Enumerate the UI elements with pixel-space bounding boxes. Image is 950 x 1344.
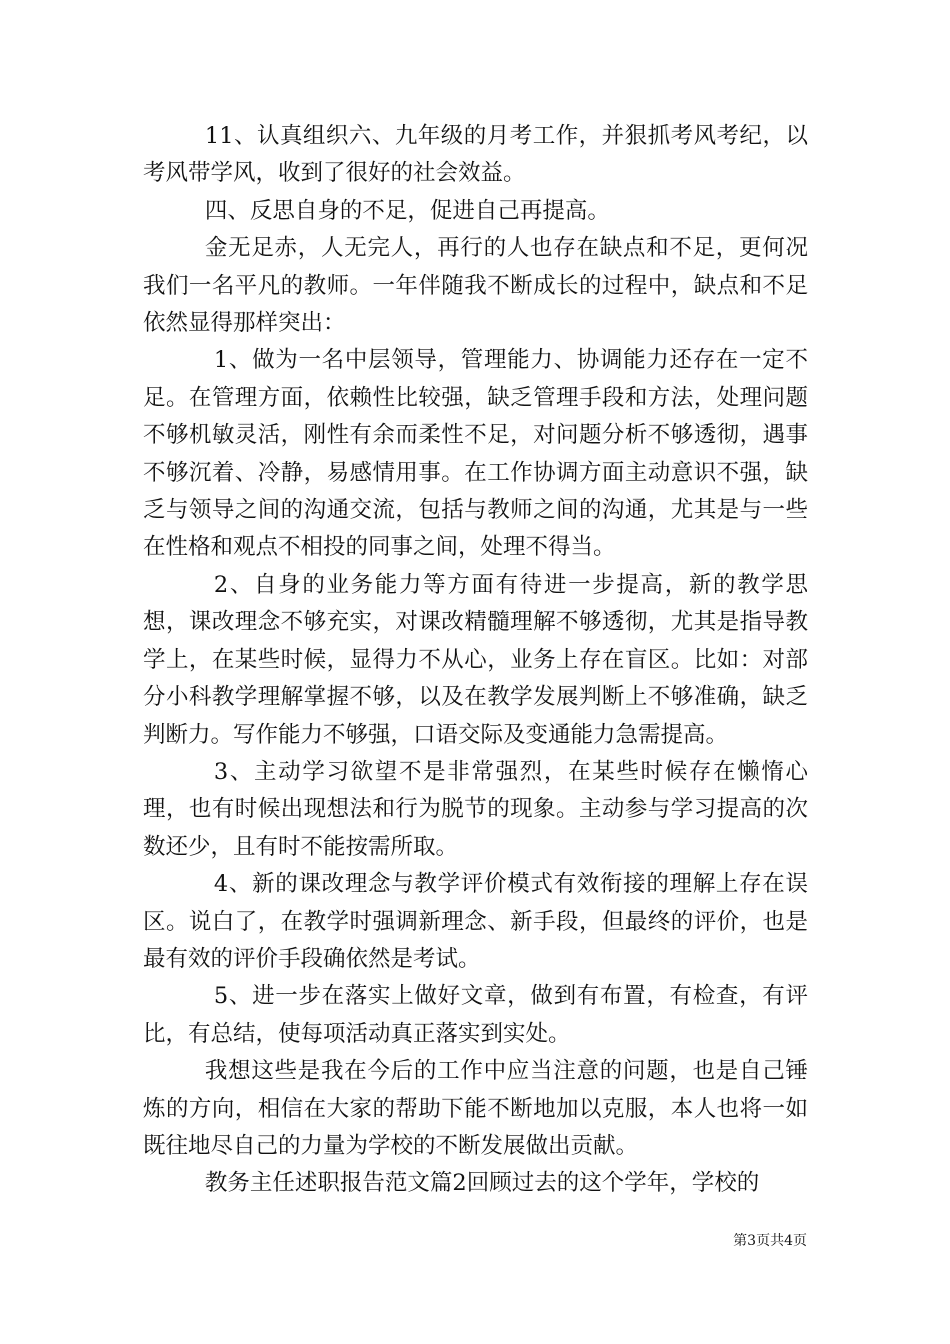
paragraph-point-5: 5、进一步在落实上做好文章，做到有布置，有检查，有评比，有总结，使每项活动真正落实到实处。	[143, 983, 808, 1047]
paragraph-intro: 金无足赤，人无完人，再行的人也存在缺点和不足，更何况我们一名平凡的教师。一年伴随我不断成长的过程中，缺点和不足依然显得那样突出：	[143, 235, 808, 337]
paragraph-item-11: 11、认真组织六、九年级的月考工作，并狠抓考风考纪，以考风带学风，收到了很好的社会效益。	[143, 123, 808, 187]
paragraph-conclusion: 我想这些是我在今后的工作中应当注意的问题，也是自己锤炼的方向，相信在大家的帮助下能不断地加以克服，本人也将一如既往地尽自己的力量为学校的不断发展做出贡献。	[143, 1058, 808, 1159]
paragraph-point-2: 2、自身的业务能力等方面有待进一步提高，新的教学思想，课改理念不够充实，对课改精髓理解不够透彻，尤其是指导教学上，在某些时候，显得力不从心，业务上存在盲区。比如：对部分小科教学理解掌握不够，以及在教学发展判断上不够准确，缺乏判断力。写作能力不够强，口语交际及变通能力急需提高。	[143, 571, 808, 748]
page-number-footer: 第3页共4页	[733, 1233, 807, 1249]
paragraph-next-article: 教务主任述职报告范文篇2回顾过去的这个学年，学校的	[204, 1170, 760, 1197]
paragraph-point-4: 4、新的课改理念与教学评价模式有效衔接的理解上存在误区。说白了，在教学时强调新理念、新手段，但最终的评价，也是最有效的评价手段确依然是考试。	[143, 871, 808, 972]
paragraph-point-1: 1、做为一名中层领导，管理能力、协调能力还存在一定不足。在管理方面，依赖性比较强，缺乏管理手段和方法，处理问题不够机敏灵活，刚性有余而柔性不足，对问题分析不够透彻，遇事不够沉着、冷静，易感情用事。在工作协调方面主动意识不强，缺乏与领导之间的沟通交流，包括与教师之间的沟通，尤其是与一些在性格和观点不相投的同事之间，处理不得当。	[143, 347, 808, 561]
section-heading-reflection: 四、反思自身的不足，促进自己再提高。	[204, 197, 610, 224]
paragraph-point-3: 3、主动学习欲望不是非常强烈，在某些时候存在懒惰心理，也有时候出现想法和行为脱节的现象。主动参与学习提高的次数还少，且有时不能按需所取。	[143, 758, 808, 860]
document-body	[143, 118, 808, 1203]
